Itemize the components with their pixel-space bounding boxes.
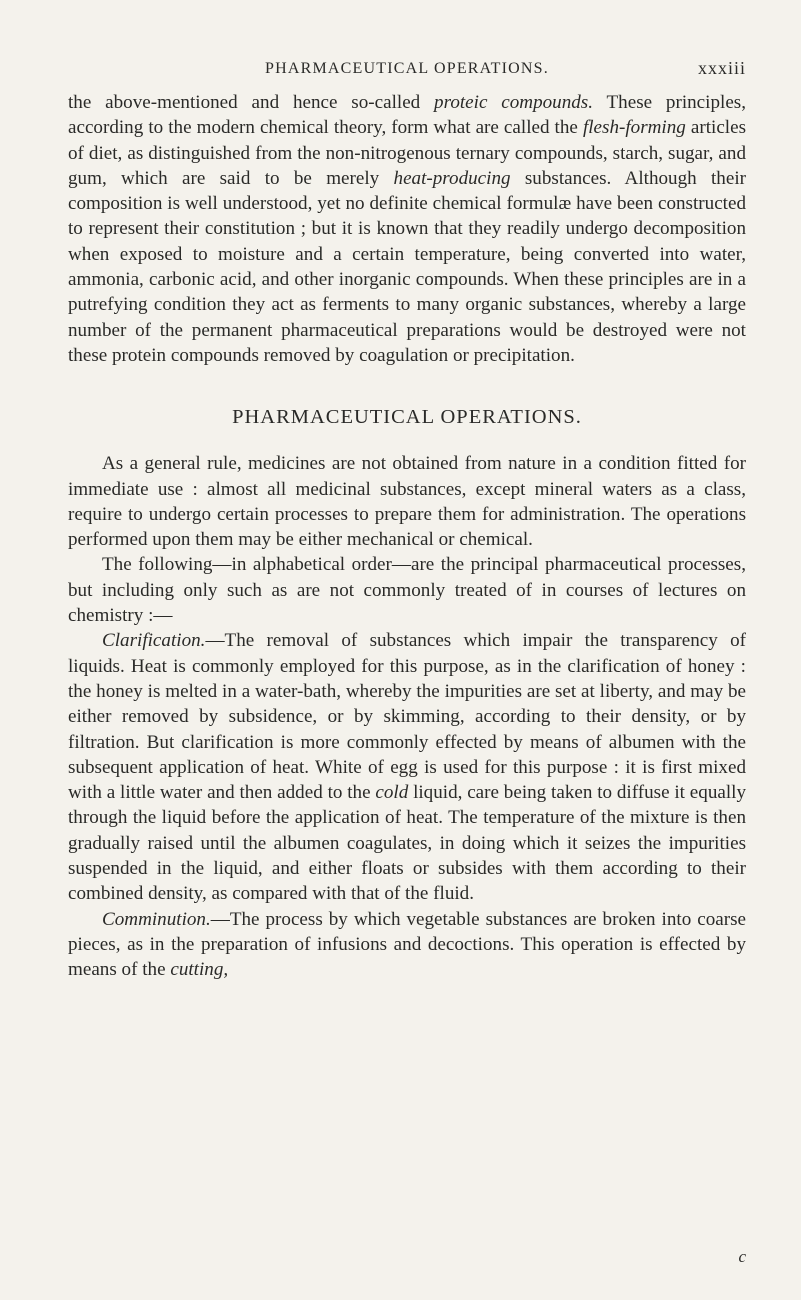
- text-run: articles of diet, as distinguished from the non-nitrogenous ternary compounds, starch, sugar, and gum, which are said to be merely: [68, 117, 747, 189]
- emphasis-cold: cold: [375, 782, 409, 804]
- text-run: liquid, care being taken to diffuse it equally through the liquid before the application of heat. The temperature of the mixture is then gradually raised until the albumen coagulates, in doing which it seizes the impurities suspended in the liquid, and either floats or subsides with them according to their combined density, as compared with that of the fluid.: [68, 782, 746, 905]
- text-run: —The removal of substances which impair the transparency of liquids. Heat is commonly employed for this purpose, as in the clarification of honey : the honey is melted in a water-bath, whereby the impurities are set at liberty, and may be either removed by subsidence, or by skimming, according to their density, or by filtration. But clarification is more commonly effected by means of albumen with the subsequent application of heat. White of egg is used for this purpose : it is first mixed with a little water and then added to the: [68, 630, 746, 804]
- term-comminution: Comminution.: [102, 908, 211, 930]
- term-clarification: Clarification.: [102, 630, 206, 652]
- emphasis-cutting: cutting,: [170, 959, 229, 981]
- page: [68, 52, 747, 1266]
- page-number: xxxiii: [697, 58, 746, 78]
- running-head: [68, 52, 746, 86]
- text-run: the above-mentioned and hence so-called: [68, 92, 435, 113]
- text-run: These principles, according to the modern chemical theory, form what are called the: [68, 92, 746, 139]
- emphasis-heat-producing: heat-producing: [393, 167, 511, 189]
- paragraph-clarification: [68, 628, 746, 906]
- text-run: —The process by which vegetable substances are broken into coarse pieces, as in the preparation of infusions and decoctions. This operation is effected by means of the: [68, 908, 746, 981]
- emphasis-proteic-compounds: proteic compounds.: [434, 92, 594, 113]
- paragraph-proteic-compounds: [68, 90, 746, 368]
- paragraph-following: The following—in alphabetical order—are the principal pharmaceutical processes, but including only such as are not commonly treated of in courses of lectures on chemistry :—: [68, 554, 746, 627]
- paragraph-general-rule: As a general rule, medicines are not obtained from nature in a condition fitted for immediate use : almost all medicinal substances, except mineral waters as a class, require to undergo certain processes to prepare them for administration. The operations performed upon them may be either mechanical or chemical.: [68, 453, 746, 551]
- emphasis-flesh-forming: flesh-forming: [582, 117, 686, 139]
- signature-mark: c: [738, 1247, 746, 1266]
- paragraph-comminution: [68, 907, 746, 983]
- running-title: PHARMACEUTICAL OPERATIONS.: [265, 60, 549, 77]
- section-heading: PHARMACEUTICAL OPERATIONS.: [232, 406, 582, 429]
- text-run: substances. Although their composition is well understood, yet no definite chemical formulæ have been constructed to represent their constitution ; but it is known that they readily undergo decomposition when exposed to moisture and a certain temperature, being converted into water, ammonia, carbonic acid, and other inorganic compounds. When these principles are in a putrefying condition they act as ferments to many organic substances, whereby a large number of the permanent pharmaceutical preparations would be destroyed were not these protein compounds removed by coagulation or precipitation.: [68, 167, 746, 366]
